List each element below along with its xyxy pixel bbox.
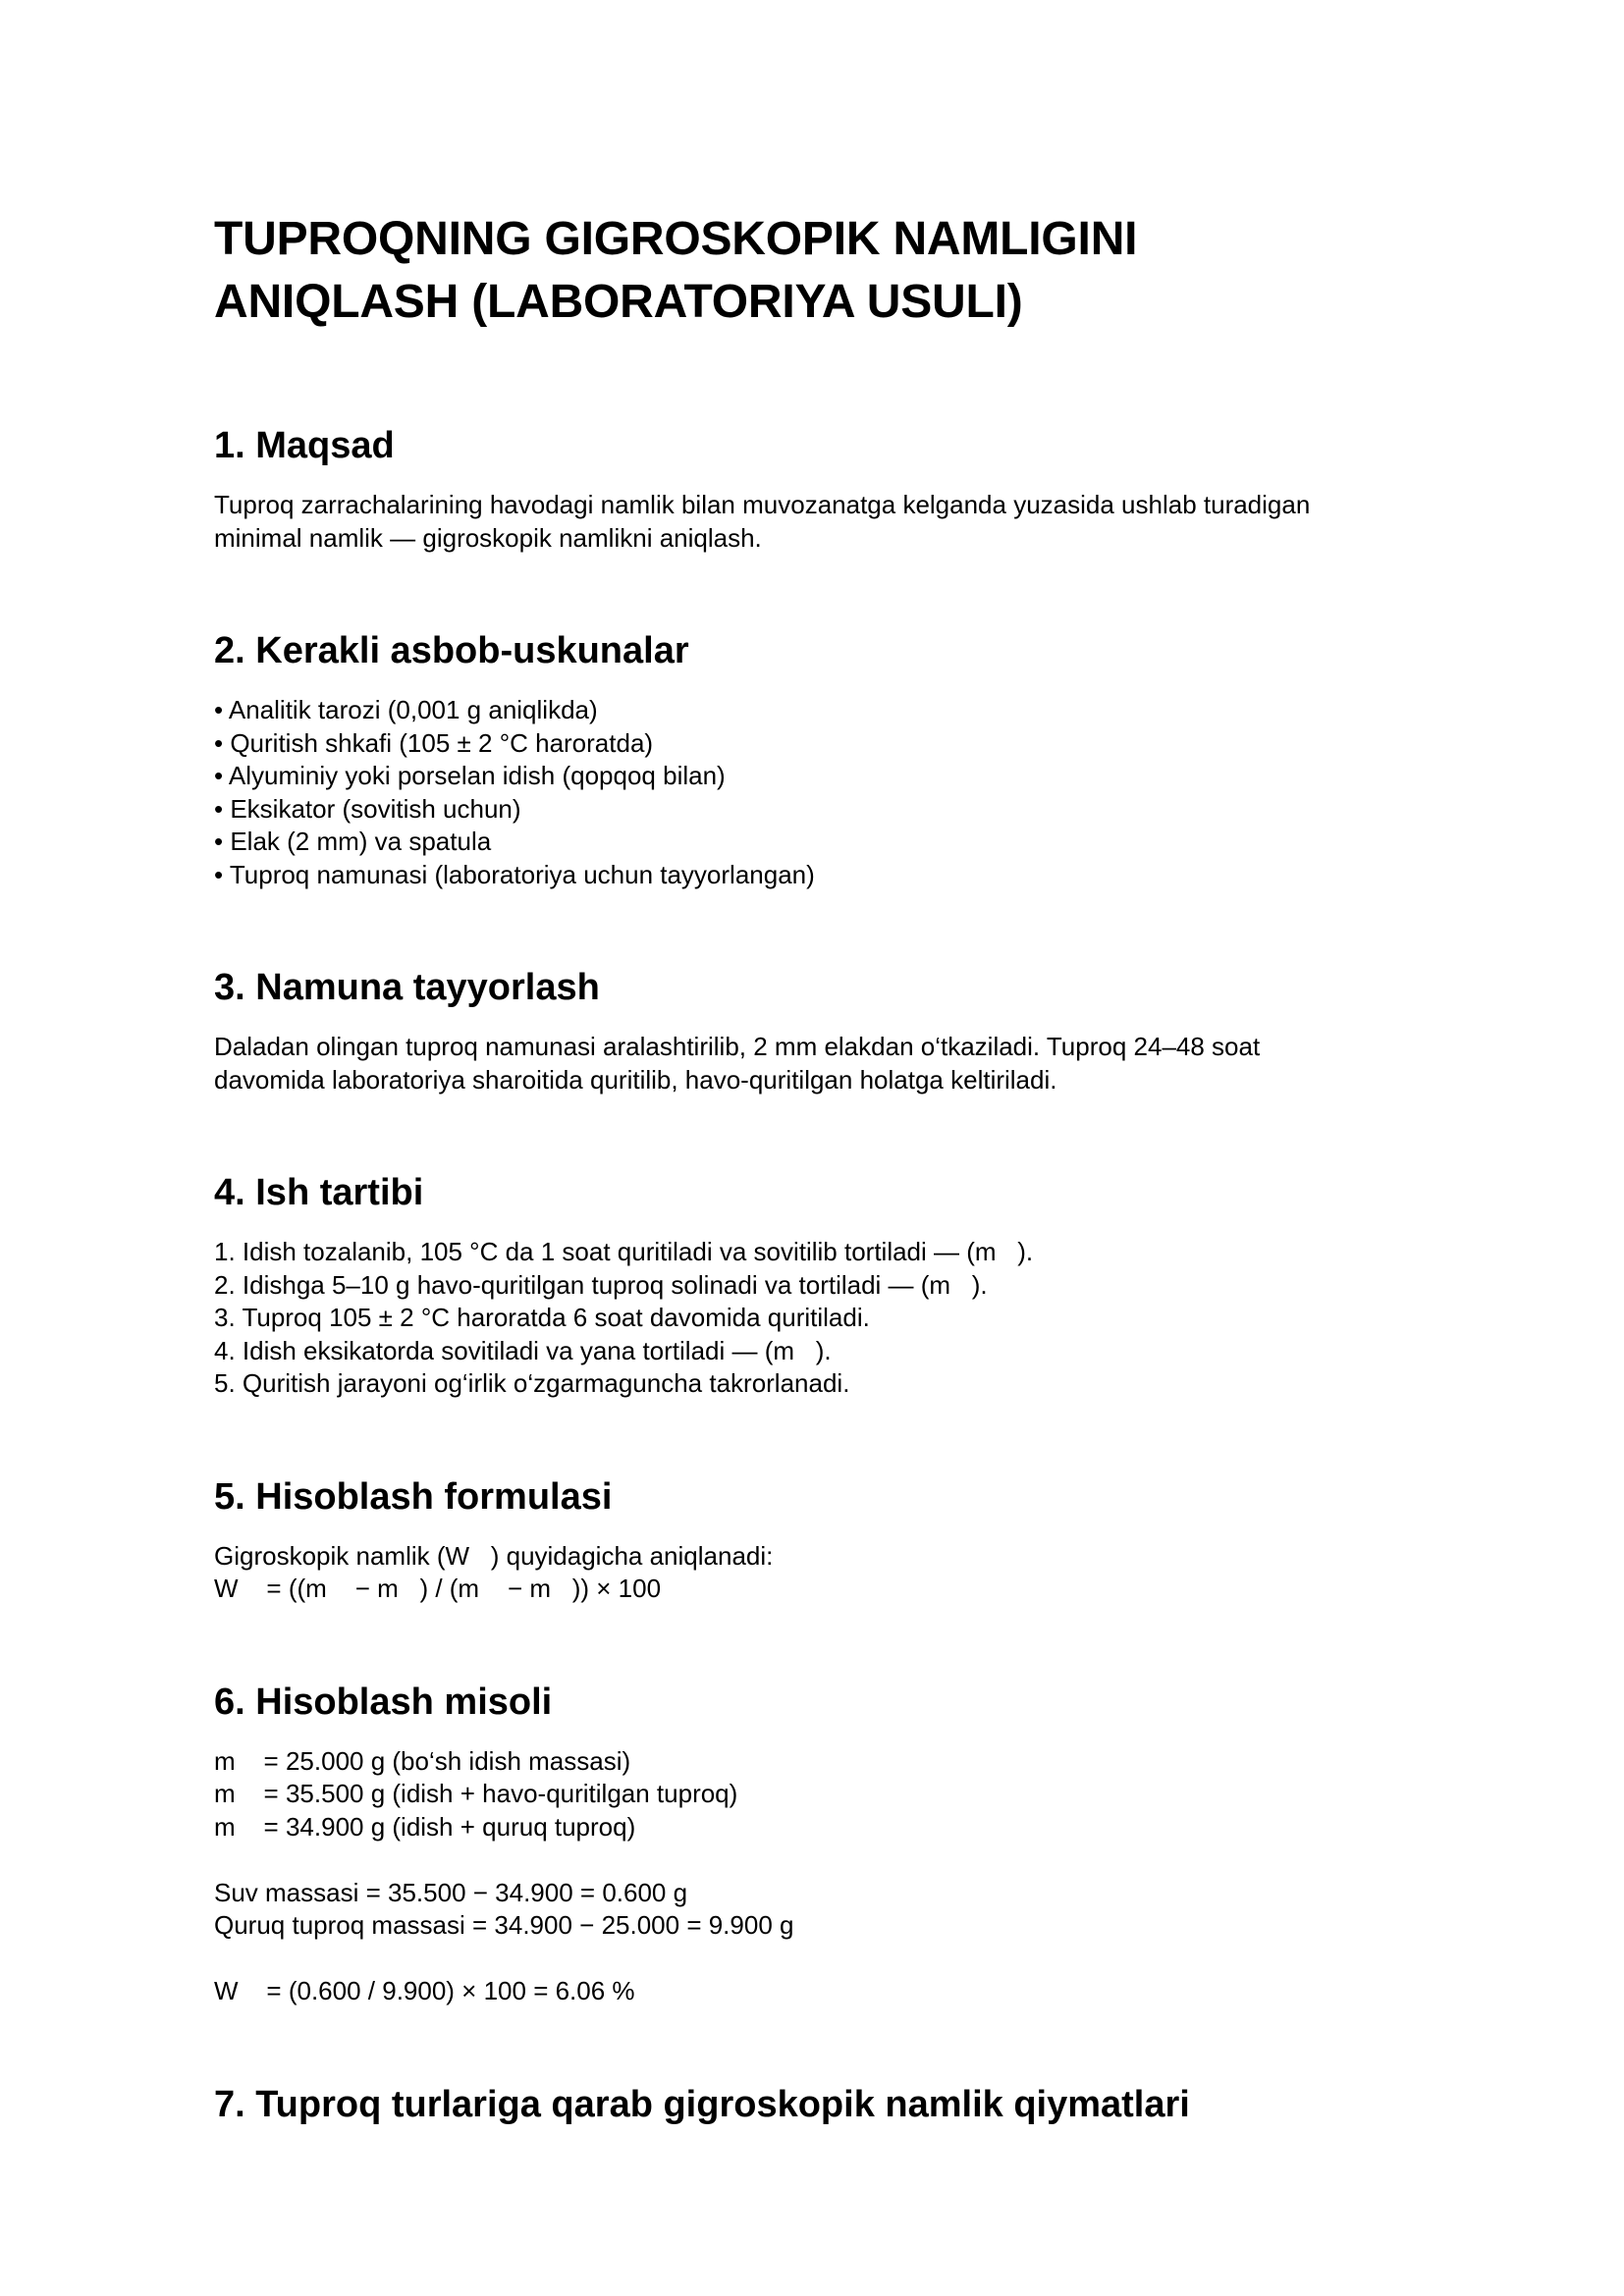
formula-expression: W = ((m − m ) / (m − m )) × 100	[214, 1574, 662, 1603]
example-line: m = 35.500 g (idish + havo-quritilgan tuproq)	[214, 1779, 738, 1808]
section-ish-tartibi	[214, 1171, 1422, 1401]
paragraph-line: davomida laboratoriya sharoitida quritilib, havo-quritilgan holatga keltiriladi.	[214, 1064, 1057, 1095]
formula-intro: Gigroskopik namlik (W ) quyidagicha aniqlanadi:	[214, 1540, 774, 1571]
procedure-step: 5. Quritish jarayoni og‘irlik o‘zgarmaguncha takrorlanadi.	[214, 1368, 850, 1398]
blank-line	[214, 1943, 1422, 1976]
section-heading: 7. Tuproq turlariga qarab gigroskopik namlik qiymatlari	[214, 2083, 1190, 2125]
section-namuna-tayyorlash	[214, 966, 1422, 1096]
example-line: m = 34.900 g (idish + quruq tuproq)	[214, 1811, 636, 1842]
list-item: • Tuproq namunasi (laboratoriya uchun tayyorlangan)	[214, 859, 815, 889]
section-heading: 6. Hisoblash misoli	[214, 1681, 553, 1723]
section-heading: 4. Ish tartibi	[214, 1172, 424, 1213]
equipment-list	[214, 694, 1422, 891]
section-heading: 3. Namuna tayyorlash	[214, 967, 600, 1008]
paragraph-line: Tuproq zarrachalarining havodagi namlik bilan muvozanatga kelganda yuzasida ushlab turadigan	[214, 490, 1311, 519]
list-item: • Analitik tarozi (0,001 g aniqlikda)	[214, 695, 598, 724]
procedure-step: 2. Idishga 5–10 g havo-quritilgan tuproq solinadi va tortiladi — (m ).	[214, 1269, 988, 1300]
section-heading: 2. Kerakli asbob-uskunalar	[214, 630, 689, 671]
section-heading: 5. Hisoblash formulasi	[214, 1475, 613, 1518]
list-item: • Quritish shkafi (105 ± 2 °C haroratda)	[214, 727, 654, 758]
procedure-step: 4. Idish eksikatorda sovitiladi va yana tortiladi — (m ).	[214, 1335, 832, 1365]
section-asbob-uskunalar	[214, 629, 1422, 891]
section-paragraph	[214, 489, 1422, 555]
section-heading: 1. Maqsad	[214, 425, 395, 466]
section-hisoblash-formulasi	[214, 1475, 1422, 1606]
procedure-step: 1. Idish tozalanib, 105 °C da 1 soat quritiladi va sovitilib tortiladi — (m ).	[214, 1237, 1034, 1266]
list-item: • Alyuminiy yoki porselan idish (qopqoq bilan)	[214, 761, 726, 790]
section-paragraph	[214, 1031, 1422, 1096]
paragraph-line: minimal namlik — gigroskopik namlikni aniqlash.	[214, 522, 762, 553]
list-item: • Elak (2 mm) va spatula	[214, 827, 492, 856]
example-line: Suv massasi = 35.500 − 34.900 = 0.600 g	[214, 1877, 688, 1907]
blank-line	[214, 1843, 1422, 1877]
title-line-1: TUPROQNING GIGROSKOPIK NAMLIGINI	[214, 213, 1138, 265]
section-hisoblash-misoli	[214, 1681, 1422, 2008]
section-tuproq-turlari	[214, 2083, 1422, 2126]
formula-block	[214, 1540, 1422, 1606]
section-maqsad	[214, 424, 1422, 555]
list-item: • Eksikator (sovitish uchun)	[214, 793, 521, 824]
document-title	[214, 208, 1422, 334]
document-page	[214, 208, 1422, 2126]
paragraph-line: Daladan olingan tuproq namunasi aralashtirilib, 2 mm elakdan o‘tkaziladi. Tuproq 24–48 soat	[214, 1032, 1261, 1061]
procedure-step: 3. Tuproq 105 ± 2 °C haroratda 6 soat davomida quritiladi.	[214, 1303, 870, 1332]
procedure-list	[214, 1236, 1422, 1401]
example-block	[214, 1745, 1422, 2008]
example-line: Quruq tuproq massasi = 34.900 − 25.000 = 9.900 g	[214, 1910, 794, 1940]
example-line: m = 25.000 g (bo‘sh idish massasi)	[214, 1745, 631, 1776]
title-line-2: ANIQLASH (LABORATORIYA USULI)	[214, 276, 1023, 328]
example-result: W = (0.600 / 9.900) × 100 = 6.06 %	[214, 1976, 635, 2005]
